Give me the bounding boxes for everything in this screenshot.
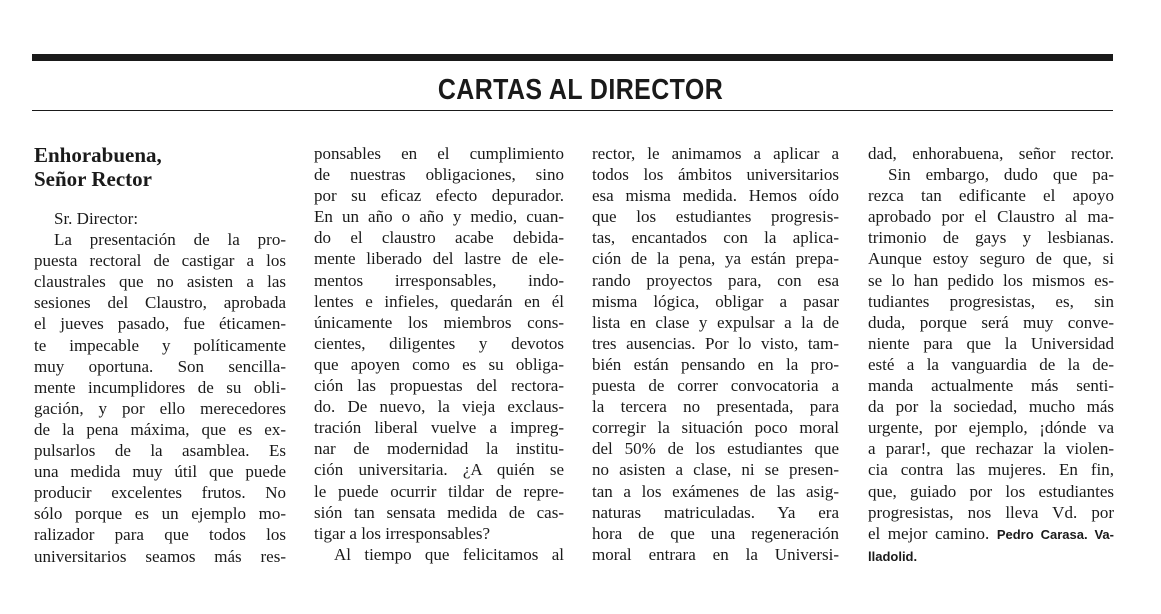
text-line: mentos irresponsables, indo- <box>314 270 564 290</box>
text-line: que apoyen como es su obliga- <box>314 354 564 374</box>
text-line: trimonio de gays y lesbianas. <box>868 228 1114 248</box>
text-line: esté a la vanguardia de la de- <box>868 354 1114 374</box>
text-line: cientes, diligentes y devotos <box>314 333 564 353</box>
text-line: ción de la pena, ya están prepa- <box>592 249 839 269</box>
text-line: tigar a los irresponsables? <box>314 523 491 543</box>
text-line: nar de modernidad la institu- <box>314 439 564 459</box>
text-line: de nuestras obligaciones, sino <box>314 165 564 185</box>
text-line: lentes e infieles, quedarán en él <box>314 291 564 311</box>
text-fragment: el mejor camino. <box>868 523 990 543</box>
text-line-with-signature <box>868 523 1114 545</box>
text-line: se lo han pedido los mismos es- <box>868 270 1114 290</box>
text-line: da por la sociedad, mucho más <box>868 397 1114 417</box>
text-line: misma lógica, obligar a pasar <box>592 291 839 311</box>
text-line: gación, y por ello merecedores <box>34 398 286 418</box>
headline-line: Señor Rector <box>34 167 152 191</box>
article-column-4 <box>868 143 1114 567</box>
text-line: naturas matriculadas. Ya era <box>592 502 839 522</box>
text-line: únicamente los miembros cons- <box>314 312 564 332</box>
text-line: mente liberado del lastre de ele- <box>314 249 564 269</box>
text-line: le puede ocurrir tildar de repre- <box>314 481 564 501</box>
text-line: puesta rectoral de castigar a los <box>34 251 286 271</box>
text-line: duda, porque será muy conve- <box>868 312 1114 332</box>
text-line: producir excelentes frutos. No <box>34 483 286 503</box>
text-line: que, guiado por los estudiantes <box>868 481 1114 501</box>
text-line: el jueves pasado, fue éticamen- <box>34 314 286 334</box>
text-line: corregir la situación poco moral <box>592 418 839 438</box>
text-line: de la pena máxima, que es ex- <box>34 419 286 439</box>
text-line: ción universitaria. ¿A quién se <box>314 460 564 480</box>
text-line: hora de que una regeneración <box>592 523 839 543</box>
salutation: Sr. Director: <box>54 209 139 228</box>
text-line: sesiones del Claustro, aprobada <box>34 293 286 313</box>
text-line: ción las propuestas del rectora- <box>314 376 564 396</box>
text-line: la tercera no presentada, para <box>592 397 839 417</box>
text-line: ralizador para que todos los <box>34 525 286 545</box>
article-column-3 <box>592 143 839 565</box>
text-line: a parar!, que rechazar la violen- <box>868 439 1114 459</box>
text-line: La presentación de la pro- <box>54 230 286 250</box>
author-location: lladolid. <box>868 548 918 564</box>
text-line: tres ausencias. Por lo visto, tam- <box>592 333 839 353</box>
text-line: sólo porque es un ejemplo mo- <box>34 504 286 524</box>
text-line: bién están pensando en la pro- <box>592 354 839 374</box>
text-line: do el claustro acabe debida- <box>314 228 564 248</box>
headline-line: Enhorabuena, <box>34 143 162 167</box>
text-line: En un año o año y medio, cuan- <box>314 207 564 227</box>
text-line: por su eficaz efecto depurador. <box>314 186 564 206</box>
article-column-2 <box>314 143 564 565</box>
text-line: tración liberal vuelve a impreg- <box>314 418 564 438</box>
text-line: todos los ámbitos universitarios <box>592 165 839 185</box>
top-heavy-rule <box>32 54 1113 61</box>
article-column-1 <box>34 143 286 567</box>
text-line: Aunque estoy seguro de que, si <box>868 249 1114 269</box>
text-line: tan a los exámenes de las asig- <box>592 481 839 501</box>
text-line: te impecable y políticamente <box>34 335 286 355</box>
text-line: rector, le animamos a aplicar a <box>592 144 839 163</box>
text-line: lista en clase y expulsar a la de <box>592 312 839 332</box>
letter-headline <box>34 143 286 191</box>
text-line: niente para que la Universidad <box>868 333 1114 353</box>
text-line: urgente, por ejemplo, ¡dónde va <box>868 418 1114 438</box>
text-line: cia contra las mujeres. En fin, <box>868 460 1114 480</box>
text-line: universitarios seamos más res- <box>34 546 286 566</box>
text-line: rezca tan edificante el apoyo <box>868 186 1114 206</box>
title-underline-rule <box>32 110 1113 111</box>
author-signature: Pedro Carasa. Va- <box>996 526 1114 542</box>
text-line: del 50% de los estudiantes que <box>592 439 839 459</box>
text-line: muy oportuna. Son sencilla- <box>34 356 286 376</box>
text-line: moral entrara en la Universi- <box>592 544 839 564</box>
text-line: rando proyectos para, con esa <box>592 270 839 290</box>
text-line: ponsables en el cumplimiento <box>314 144 564 163</box>
text-line: Sin embargo, dudo que pa- <box>888 165 1114 185</box>
text-line: aprobado por el Claustro al ma- <box>868 207 1114 227</box>
section-title: CARTAS AL DIRECTOR <box>437 74 724 106</box>
text-line: manda actualmente más senti- <box>868 376 1114 396</box>
text-line: no asisten a clase, ni se presen- <box>592 460 839 480</box>
text-line: do. De nuevo, la vieja exclaus- <box>314 397 564 417</box>
text-line: claustrales que no asisten a las <box>34 272 286 292</box>
text-line: tas, encantados con la aplica- <box>592 228 839 248</box>
text-line: tudiantes progresistas, es, sin <box>868 291 1114 311</box>
text-line: esa misma medida. Hemos oído <box>592 186 839 206</box>
signature-line <box>868 545 1114 567</box>
text-line: que los estudiantes progresis- <box>592 207 839 227</box>
text-line: sión tan sensata medida de cas- <box>314 502 564 522</box>
text-line: progresistas, nos lleva Vd. por <box>868 502 1114 522</box>
text-line: mente incumplidores de su obli- <box>34 377 286 397</box>
text-line: una medida muy útil que puede <box>34 462 286 482</box>
text-line: pulsarlos de la asamblea. Es <box>34 441 286 461</box>
text-line: Al tiempo que felicitamos al <box>334 544 564 564</box>
text-line: puesta de correr convocatoria a <box>592 376 839 396</box>
text-line: dad, enhorabuena, señor rector. <box>868 144 1114 163</box>
